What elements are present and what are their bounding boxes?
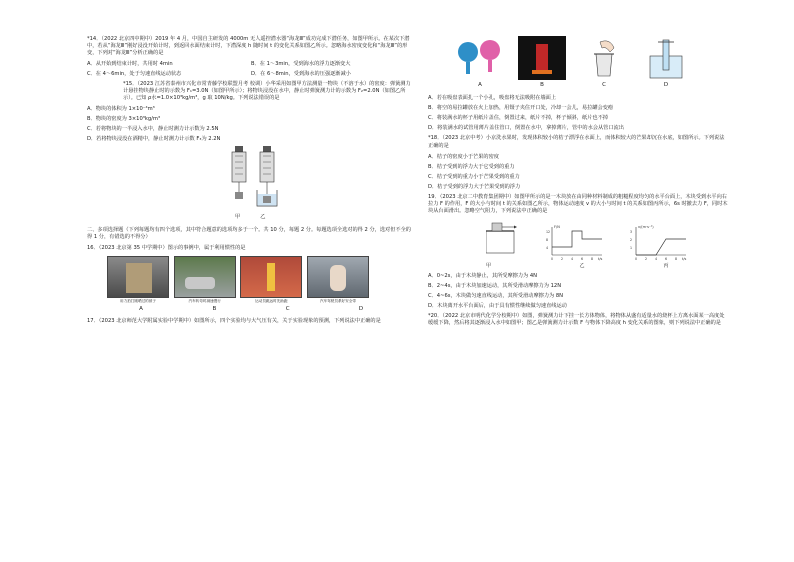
q15-fig-label-yi: 乙 <box>260 214 266 221</box>
chart-bing-series <box>636 239 686 255</box>
chart-yi-x-tick: 2 <box>561 256 564 261</box>
q15-option-c: C．若将物块的一半浸入水中，静止时测力计示数为 2.5N <box>87 126 219 133</box>
q15-stem: *15．（2023 江苏省泰州市兴化市常青藤学校联盟月考 校调）小华采用如图甲方法测量一物块（不溶于水）的密度：弹簧测力计悬挂物块静止时的示数为 F₁=3.0N（如图甲所示）；将物块浸没在水中，静止时弹簧测力计的示数为 F₂=2.0N（如图乙所示）。已知 ρ水=1.0×10³kg/m³，g 取 10N/kg。下列说法错误的是 <box>123 81 411 102</box>
q16-image-a <box>107 256 169 298</box>
q15-block <box>87 81 415 102</box>
right-column <box>428 36 728 331</box>
chart-bing-x-tick: 4 <box>655 256 658 261</box>
q19-option-c: C．4~6s，木块做匀速直线运动，其所受滑动摩擦力为 8N <box>428 293 564 300</box>
chart-bing-y-tick: 3 <box>630 229 633 234</box>
chart-yi-series <box>552 231 602 247</box>
q17-letter-a: A <box>478 82 482 88</box>
chart-yi-x-tick: 6 <box>581 256 584 261</box>
chart-yi-x-tick: 8 <box>591 256 594 261</box>
chart-yi-y-tick: 12 <box>546 229 551 234</box>
q16-caption-c: 运动员跳远时先助跑 <box>255 299 288 304</box>
q16-image-d <box>307 256 369 298</box>
q19-option-d: D．木块离开水平台面后，由于具有惯性继续做匀速直线运动 <box>428 303 567 310</box>
q17-option-c: C．将装满水的杯子用纸片盖住，倒置过来，纸片不掉，杯子倾斜，纸片也不掉 <box>428 115 608 122</box>
section-two-heading: 二、多项选择题（下列每题均有四个选项，其中符合题意的选项均多于一个。共 10 分，每题 2 分。每题选项全选对的得 2 分，选对但不全的得 1 分，有错选的不得分） <box>87 227 411 241</box>
q15-fig-label-jia: 甲 <box>235 214 241 221</box>
q16-image-b <box>174 256 236 298</box>
spring-scale-figure <box>223 146 293 214</box>
chart-yi-y-tick: 4 <box>546 245 549 250</box>
q18-option-b: B．桔子受到的浮力大于它受到的重力 <box>428 163 515 170</box>
chart-yi-x-tick: 0 <box>551 256 554 261</box>
q16-letter-b: B <box>212 306 217 313</box>
q14-option-a: A．从开始到结束计时，共用时 4min <box>87 61 173 68</box>
q16-letter-d: D <box>358 306 364 313</box>
q14-option-d: D．在 6～8min，受到海水的压强逐渐减小 <box>251 71 351 78</box>
q17-option-d: D．将装满水的试管用薄片盖住管口，倒置在水中，拿掉薄片，管中的水会从管口流出 <box>428 125 624 132</box>
chart-bing-x-tick: 0 <box>635 256 638 261</box>
q19-stem: 19．（2023 北京二中教育集团期中）如图甲所示的是一木块放在由同种材料制成的粗糙程度均匀的水平台面上，木块受到水平向右拉力 F 的作用，F 的大小与时间 t 的关系如图乙所示，物体运动速度 v 的大小与时间 t 的关系如图丙所示，6s 时撤去力 F，同时木块从台面滑出。忽略空气阻力，下列说法中正确的是 <box>428 193 728 214</box>
q19-chart-force-time <box>540 221 610 261</box>
q16-letter-a: A <box>139 306 143 313</box>
q19-option-a: A．0~2s，由于木块静止，其所受摩擦力为 4N <box>428 273 538 280</box>
q18-stem: *18．（2023 北京中考）小京洗水果时，发现体积较小的桔子漂浮在水面上，而体积较大的芒果却沉在水底，如图所示。下列说法正确的是 <box>428 135 725 149</box>
q16-caption-b: 汽车转弯时减速慢行 <box>188 299 221 304</box>
chart-bing-x-tick: 6 <box>665 256 668 261</box>
q17-images <box>456 36 728 80</box>
q14-option-b: B．在 1～3min，受到海水的浮力逐渐变大 <box>251 61 351 68</box>
q14-stem: *14．（2022 北京四中期中）2019 年 4 月，中国自主研发的 4000m 无人遥控潜水器“海龙Ⅲ”成功完成下潜任务，如图甲所示。在某次下潜中，若从“海龙Ⅲ”刚好浸没开始计时，到返回水面结束计时，下潜深度 h 随时间 t 的变化关系如图乙所示。忽略海水密度变化和“海龙Ⅲ”的形变，下列对“海龙Ⅲ”分析正确的是 <box>87 36 410 57</box>
q17-letter-b: B <box>540 82 544 88</box>
chart-yi-y-tick: 8 <box>546 237 549 242</box>
q14-option-c: C．在 4～6min，处于匀速直线运动状态 <box>87 71 182 78</box>
q17-stem: 17．（2023 北京师范大学附属实验中学期中）如图所示，四个实验均与大气压有关，关于实验现象的预测，下列说法中正确的是 <box>87 317 381 324</box>
left-column <box>87 36 415 329</box>
q19-chart-velocity-time <box>624 221 694 261</box>
q16-letter-c: C <box>285 306 290 313</box>
q19-option-b: B．2~4s，由于木块加速运动，其所受滑动摩擦力为 12N <box>428 283 562 290</box>
q17-letter-c: C <box>602 82 606 88</box>
chart-bing-x-label: t/s <box>682 256 687 261</box>
q15-option-a: A．物块的体积为 1×10⁻⁴m³ <box>87 106 155 113</box>
chart-bing-x-tick: 8 <box>675 256 678 261</box>
q18-option-d: D．桔子受到的浮力大于芒果受到的浮力 <box>428 183 521 190</box>
spring-scale-drawing <box>223 146 293 214</box>
q19-fig-label-jia: 甲 <box>486 262 492 269</box>
q16-stem: 16．（2023 北京第 35 中学期中）图示的事例中，属于利用惯性的是 <box>87 245 246 252</box>
q19-fig-label-bing: 丙 <box>663 262 669 269</box>
chart-yi-y-label: F/N <box>554 224 560 229</box>
q17-image-c-cup <box>580 36 628 80</box>
q16-images <box>107 256 369 304</box>
q18-option-a: A．桔子的密度小于芒果的密度 <box>428 153 499 160</box>
chart-yi-x-label: t/s <box>598 256 603 261</box>
q19-fig-jia-block <box>486 221 526 255</box>
chart-bing-y-tick: 1 <box>630 245 633 250</box>
q15-option-d: D．若将物块浸没在酒精中，静止时测力计示数 F₃为 2.2N <box>87 136 221 143</box>
q18-option-c: C．桔子受到的重力小于芒果受到的重力 <box>428 173 520 180</box>
q19-figures <box>486 221 728 261</box>
chart-yi-x-tick: 4 <box>571 256 574 261</box>
chart-bing-x-tick: 2 <box>645 256 648 261</box>
q19-fig-label-yi: 乙 <box>579 262 585 269</box>
q16-image-c <box>240 256 302 298</box>
q17-option-b: B．将空的易拉罐放在火上加热，用镊子夹住开口处，冷却一会儿，易拉罐会变瘪 <box>428 105 614 112</box>
q17-option-a: A．若在吸盘表面扎一个小孔，吸盘将无法吸附在墙面上 <box>428 95 557 102</box>
q16-caption-a: 用力拍打刚晒过的被子 <box>120 299 156 304</box>
q16-caption-d: 汽车驾驶员系好安全带 <box>320 299 356 304</box>
q15-option-b: B．物块的密度为 3×10³kg/m³ <box>87 116 161 123</box>
q17-image-d-tube <box>642 36 690 80</box>
chart-bing-y-label: v/(m·s⁻¹) <box>638 224 654 229</box>
chart-bing-y-tick: 2 <box>630 237 633 242</box>
q17-letter-d: D <box>663 82 669 88</box>
q17-image-a-suction-cups <box>456 36 504 80</box>
q17-image-b-can <box>518 36 566 80</box>
q20-stem: *20．（2022 北京市明代化学分校期中）如图，弹簧测力计下挂一长方体物体，将物体从盛有适量水的烧杯上方离水面某一高度处缓缓下降，然后将其逐渐浸入水中如图甲；图乙是弹簧测力计示数 F 与物体下降高度 h 变化关系的图象，则下列说法中正确的是 <box>428 313 725 327</box>
